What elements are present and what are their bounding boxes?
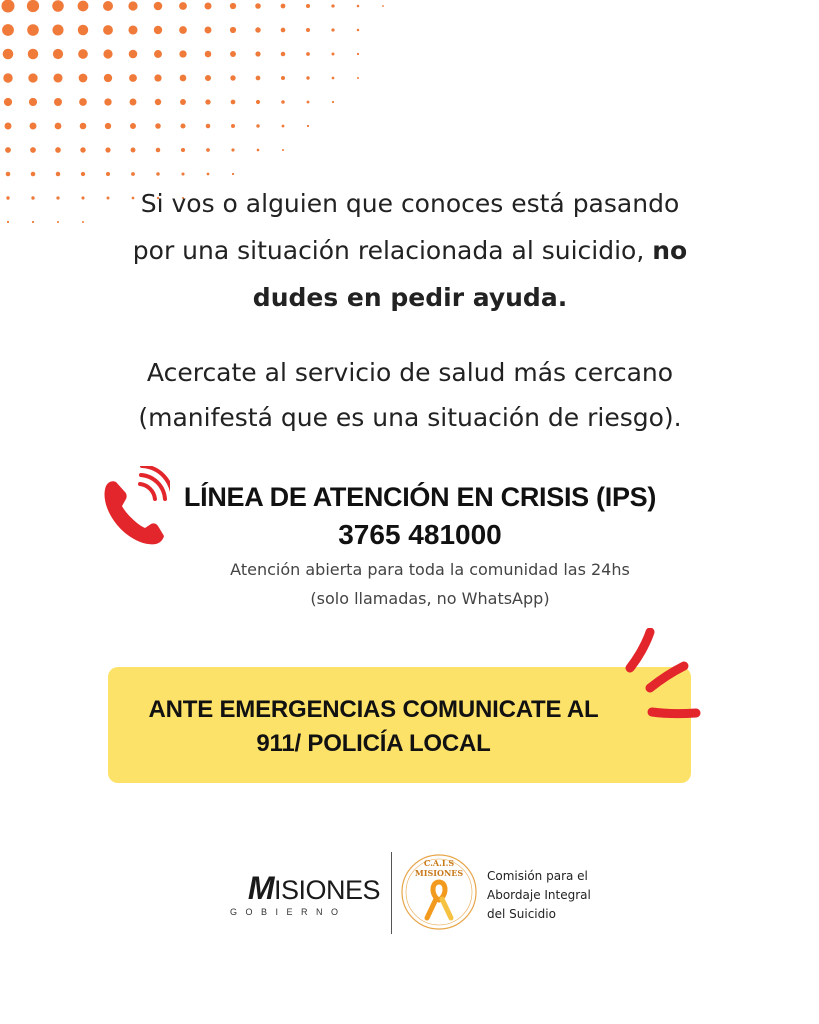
decorative-dot	[206, 148, 210, 152]
decorative-dot	[179, 50, 186, 57]
decorative-dot	[131, 148, 136, 153]
decorative-dot	[55, 147, 61, 153]
decorative-dot	[256, 124, 259, 127]
decorative-dot	[131, 172, 135, 176]
decorative-dot	[105, 147, 110, 152]
crisis-line-title: LÍNEA DE ATENCIÓN EN CRISIS (IPS)	[183, 482, 657, 512]
decorative-dot	[78, 25, 88, 35]
decorative-dot	[32, 221, 34, 223]
decorative-dot	[282, 149, 284, 151]
decorative-dot	[3, 49, 14, 60]
decorative-dot	[104, 74, 112, 82]
decorative-dot	[357, 5, 360, 8]
decorative-dot	[357, 77, 359, 79]
decorative-dot	[27, 24, 39, 36]
decorative-dot	[382, 5, 384, 7]
decorative-dot	[306, 52, 310, 56]
decorative-dot	[27, 0, 39, 12]
decorative-dot	[154, 74, 161, 81]
decorative-dot	[255, 51, 260, 56]
decorative-dot	[154, 2, 163, 11]
decorative-dot	[205, 75, 211, 81]
crisis-note-line-2: (solo llamadas, no WhatsApp)	[310, 589, 550, 608]
decorative-dot	[205, 51, 212, 58]
decorative-dot	[53, 49, 63, 59]
decorative-dot	[130, 99, 137, 106]
crisis-line-note	[150, 555, 710, 613]
decorative-dot	[306, 28, 310, 32]
decorative-dot	[281, 28, 286, 33]
decorative-dot	[207, 173, 210, 176]
decorative-dot	[53, 73, 62, 82]
decorative-dot	[103, 49, 112, 58]
decorative-dot	[357, 29, 360, 32]
decorative-dot	[307, 125, 309, 127]
decorative-dot	[128, 25, 137, 34]
decorative-dot	[230, 27, 236, 33]
decorative-dot	[179, 2, 187, 10]
decorative-dot	[255, 27, 260, 32]
decorative-dot	[2, 0, 15, 13]
decorative-dot	[56, 172, 60, 176]
decorative-dot	[31, 172, 36, 177]
decorative-dot	[155, 99, 161, 105]
emergency-line-2: 911/ POLICÍA LOCAL	[256, 730, 491, 757]
decorative-dot	[256, 100, 260, 104]
decorative-dot	[81, 172, 85, 176]
decorative-dot	[231, 124, 235, 128]
decorative-dot	[156, 172, 159, 175]
emergency-line-1: ANTE EMERGENCIAS COMUNICATE AL	[148, 696, 599, 723]
intro-message	[60, 180, 760, 321]
decorative-dot	[231, 100, 236, 105]
decorative-dot	[230, 51, 236, 57]
decorative-dot	[282, 125, 285, 128]
decorative-dot	[6, 196, 9, 199]
decorative-dot	[230, 3, 236, 9]
intro-line-3: dudes en pedir ayuda.	[252, 283, 568, 312]
alert-burst-icon	[620, 628, 710, 728]
decorative-dot	[332, 77, 335, 80]
decorative-dot	[52, 24, 63, 35]
decorative-dot	[231, 148, 234, 151]
decorative-dot	[232, 173, 234, 175]
decorative-dot	[129, 74, 137, 82]
decorative-dot	[181, 172, 184, 175]
advice-message	[60, 350, 760, 440]
decorative-dot	[255, 3, 261, 9]
decorative-dot	[29, 98, 37, 106]
seal-subtitle: MISIONES	[414, 868, 464, 878]
decorative-dot	[154, 50, 162, 58]
emergency-message	[108, 693, 691, 761]
decorative-dot	[180, 123, 185, 128]
decorative-dot	[205, 27, 212, 34]
decorative-dot	[129, 50, 138, 59]
decorative-dot	[54, 98, 62, 106]
decorative-dot	[6, 172, 11, 177]
crisis-note-line-1: Atención abierta para toda la comunidad las 24hs	[230, 560, 630, 579]
decorative-dot	[156, 148, 161, 153]
decorative-dot	[306, 4, 310, 8]
decorative-dot	[257, 149, 260, 152]
gobierno-label: GOBIERNO	[230, 907, 347, 917]
decorative-dot	[103, 1, 113, 11]
decorative-dot	[331, 52, 334, 55]
decorative-dot	[79, 74, 88, 83]
decorative-dot	[80, 123, 87, 130]
seal-title: C.A.I.S	[423, 858, 455, 868]
decorative-dot	[57, 221, 59, 223]
decorative-dot	[28, 49, 38, 59]
decorative-dot	[281, 100, 285, 104]
decorative-dot	[206, 124, 211, 129]
decorative-dot	[104, 98, 111, 105]
intro-line-1: Si vos o alguien que conoces está pasando	[140, 189, 680, 218]
decorative-dot	[307, 101, 310, 104]
decorative-dot	[28, 73, 37, 82]
decorative-dot	[7, 221, 9, 223]
decorative-dot	[204, 2, 211, 9]
decorative-dot	[78, 1, 89, 12]
crisis-line-phone[interactable]: 3765 481000	[338, 519, 502, 550]
intro-line-2: por una situación relacionada al suicidio, no	[132, 236, 688, 265]
decorative-dot	[180, 99, 186, 105]
decorative-dot	[30, 147, 36, 153]
decorative-dot	[331, 4, 334, 7]
decorative-dot	[281, 4, 286, 9]
decorative-dot	[80, 147, 85, 152]
decorative-dot	[5, 123, 12, 130]
decorative-dot	[106, 172, 110, 176]
decorative-dot	[79, 98, 87, 106]
decorative-dot	[31, 196, 34, 199]
decorative-dot	[128, 1, 137, 10]
decorative-dot	[230, 75, 235, 80]
advice-line-2: (manifestá que es una situación de riesgo).	[138, 403, 682, 432]
misiones-logo: MISIONES	[247, 870, 380, 906]
decorative-dot	[306, 76, 309, 79]
decorative-dot	[5, 147, 11, 153]
decorative-dot	[332, 101, 334, 103]
decorative-dot	[78, 49, 88, 59]
intro-emphasis: no	[652, 236, 688, 265]
decorative-dot	[179, 26, 187, 34]
decorative-dot	[357, 53, 359, 55]
decorative-dot	[205, 99, 210, 104]
decorative-dot	[181, 148, 185, 152]
decorative-dot	[256, 76, 261, 81]
decorative-dot	[4, 98, 12, 106]
phone-ringing-icon	[96, 466, 170, 548]
decorative-dot	[331, 28, 334, 31]
cais-name: Comisión para el Abordaje Integral del Suicidio	[487, 869, 591, 921]
decorative-dot	[52, 0, 64, 12]
decorative-dot	[281, 76, 285, 80]
decorative-dot	[30, 123, 37, 130]
decorative-dot	[281, 52, 285, 56]
advice-line-1: Acercate al servicio de salud más cercano	[146, 358, 674, 387]
decorative-dot	[154, 26, 162, 34]
decorative-dot	[130, 123, 136, 129]
decorative-dot	[103, 25, 113, 35]
decorative-dot	[3, 73, 12, 82]
decorative-dot	[155, 123, 161, 129]
decorative-dot	[105, 123, 111, 129]
logo-divider	[391, 852, 392, 934]
decorative-dot	[180, 75, 187, 82]
decorative-dot	[2, 24, 14, 36]
decorative-dot	[55, 123, 62, 130]
